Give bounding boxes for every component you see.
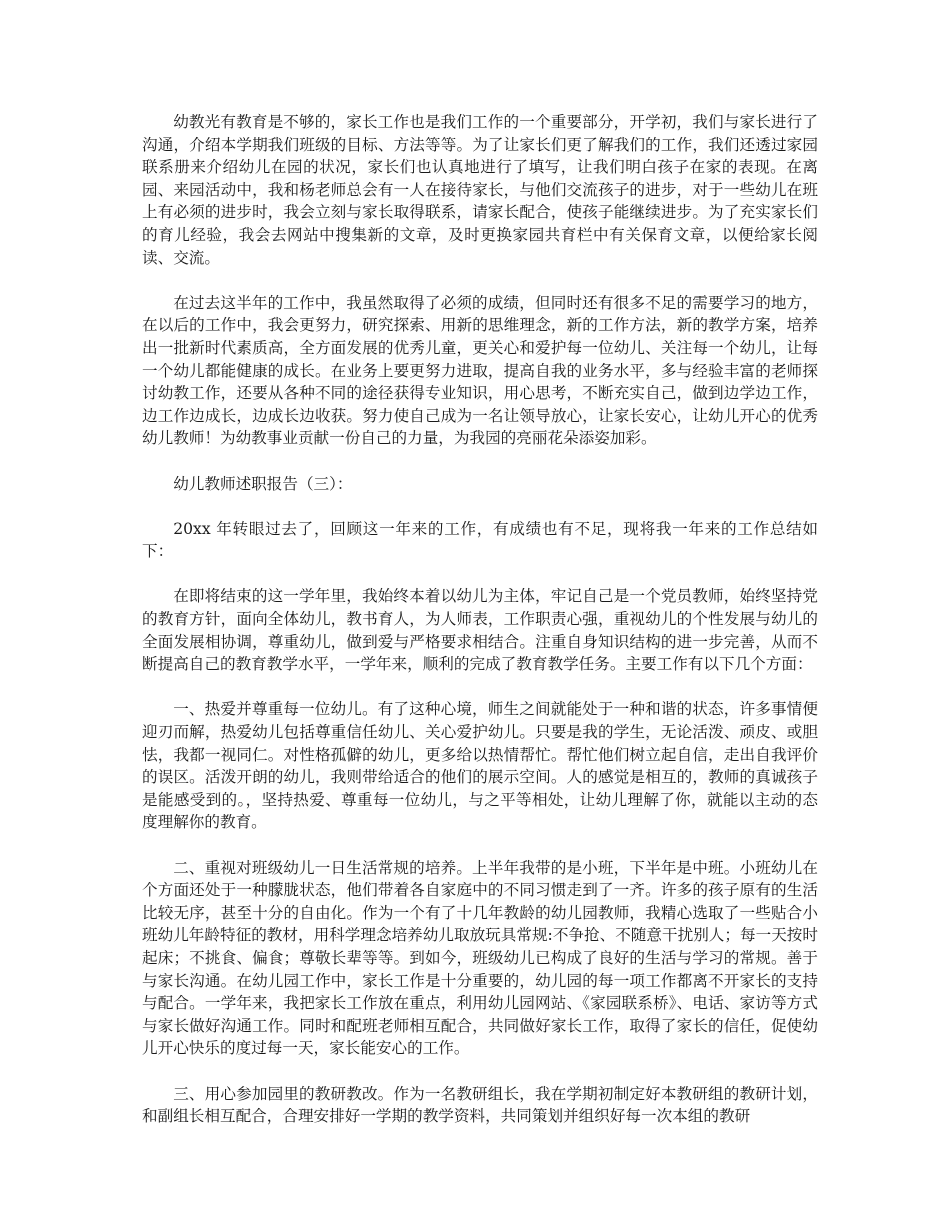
paragraph-year-review: 20xx 年转眼过去了，回顾这一年来的工作，有成绩也有不足，现将我一年来的工作总结如下： [142, 519, 818, 561]
paragraph-point-three: 三、用心参加园里的教研教改。作为一名教研组长，我在学期初制定好本教研组的教研计划，和副组长相互配合，合理安排好一学期的教学资料，共同策划并组织好每一次本组的教研 [142, 1084, 818, 1126]
paragraph-future-plans: 在过去这半年的工作中，我虽然取得了必须的成绩，但同时还有很多不足的需要学习的地方，在以后的工作中，我会更努力，研究探索、用新的思维理念，新的工作方法，新的教学方案，培养出一批新时代素质高，全方面发展的优秀儿童，更关心和爱护每一位幼儿、关注每一个幼儿，让每一个幼儿都能健康的成长。在业务上要更努力进取，提高自我的业务水平，多与经验丰富的老师探讨幼教工作，还要从各种不同的途径获得专业知识，用心思考，不断充实自己，做到边学边工作，边工作边成长，边成长边收获。努力使自己成为一名让领导放心，让家长安心，让幼儿开心的优秀幼儿教师！为幼教事业贡献一份自己的力量，为我园的亮丽花朵添姿加彩。 [142, 293, 818, 448]
paragraph-teaching-principles: 在即将结束的这一学年里，我始终本着以幼儿为主体，牢记自己是一个党员教师，始终坚持党的教育方针，面向全体幼儿，教书育人，为人师表，工作职责心强，重视幼儿的个性发展与幼儿的全面发展相协调，尊重幼儿，做到爱与严格要求相结合。注重自身知识结构的进一步完善，从而不断提高自己的教育教学水平，一学年来，顺利的完成了教育教学任务。主要工作有以下几个方面： [142, 587, 818, 674]
paragraph-point-two: 二、重视对班级幼儿一日生活常规的培养。上半年我带的是小班，下半年是中班。小班幼儿在个方面还处于一种朦胧状态，他们带着各自家庭中的不同习惯走到了一齐。许多的孩子原有的生活比较无序，甚至十分的自由化。作为一个有了十几年教龄的幼儿园教师，我精心选取了一些贴合小班幼儿年龄特征的教材，用科学理念培养幼儿取放玩具常规:不争抢、不随意干扰别人；每一天按时起床；不挑食、偏食；尊敬长辈等等。到如今，班级幼儿已构成了良好的生活与学习的常规。善于与家长沟通。在幼儿园工作中，家长工作是十分重要的，幼儿园的每一项工作都离不开家长的支持与配合。一学年来，我把家长工作放在重点，利用幼儿园网站、《家园联系桥》、电话、家访等方式与家长做好沟通工作。同时和配班老师相互配合，共同做好家长工作，取得了家长的信任，促使幼儿开心快乐的度过每一天，家长能安心的工作。 [142, 858, 818, 1058]
paragraph-parent-work: 幼教光有教育是不够的，家长工作也是我们工作的一个重要部分，开学初，我们与家长进行了沟通，介绍本学期我们班级的目标、方法等等。为了让家长们更了解我们的工作，我们还透过家园联系册来介绍幼儿在园的状况，家长们也认真地进行了填写，让我们明白孩子在家的表现。在离园、来园活动中，我和杨老师总会有一人在接待家长，与他们交流孩子的进步，对于一些幼儿在班上有必须的进步时，我会立刻与家长取得联系，请家长配合，使孩子能继续进步。为了充实家长们的育儿经验，我会去网站中搜集新的文章，及时更换家园共育栏中有关保育文章，以便给家长阅读、交流。 [142, 113, 818, 267]
section-heading: 幼儿教师述职报告（三）： [173, 474, 353, 493]
document-page [142, 111, 818, 1149]
paragraph-point-one: 一、热爱并尊重每一位幼儿。有了这种心境，师生之间就能处于一种和谐的状态，许多事情便迎刃而解，热爱幼儿包括尊重信任幼儿、关心爱护幼儿。只要是我的学生，无论活泼、顽皮、或胆怯，我都一视同仁。对性格孤僻的幼儿，更多给以热情帮忙。帮忙他们树立起自信，走出自我评价的误区。活泼开朗的幼儿，我则带给适合的他们的展示空间。人的感觉是相互的，教师的真诚孩子是能感受到的。，坚持热爱、尊重每一位幼儿，与之平等相处，让幼儿理解了你，就能以主动的态度理解你的教育。 [142, 700, 818, 832]
